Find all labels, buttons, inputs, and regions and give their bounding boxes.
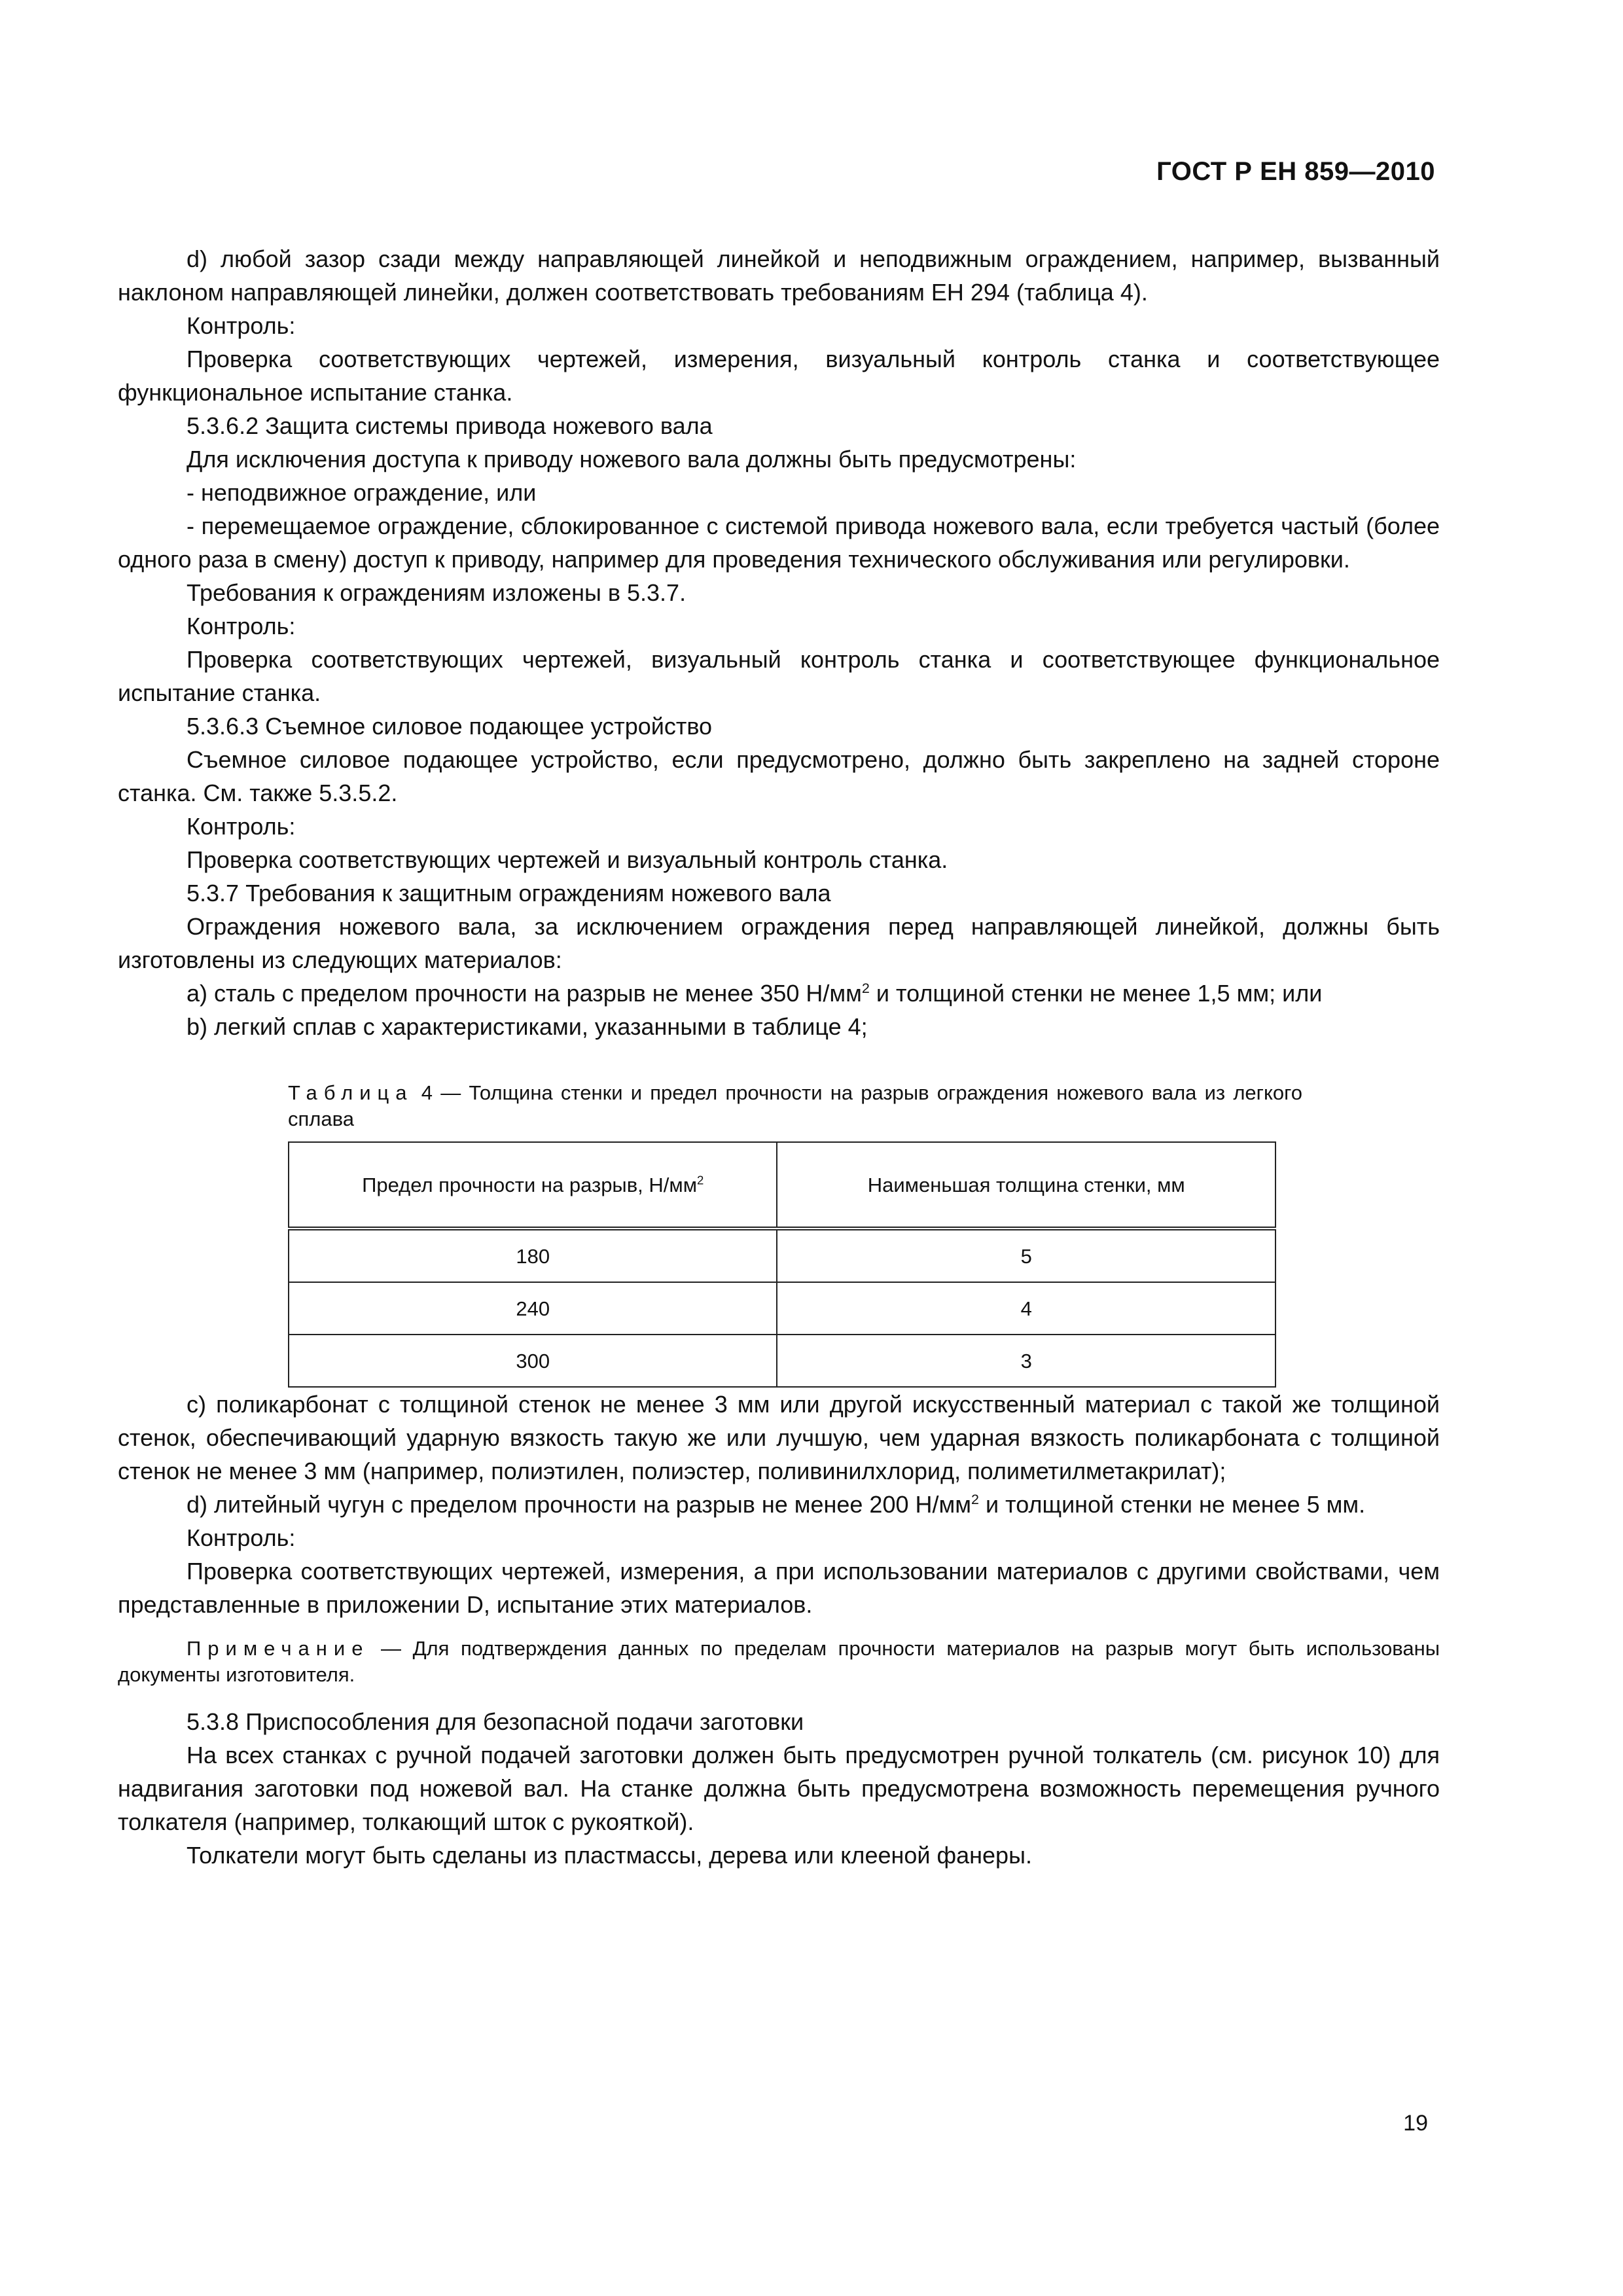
table-header-row <box>289 1142 1275 1229</box>
table-caption-text: 4 — Толщина стенки и предел прочности на разрыв ограждения ножевого вала из легкого сплава <box>288 1081 1302 1130</box>
paragraph: Контроль: <box>187 813 296 840</box>
table-row <box>289 1282 1275 1335</box>
paragraph: Требования к ограждениям изложены в 5.3.7. <box>187 579 687 606</box>
page-number: 19 <box>1403 2111 1428 2136</box>
cell-strength: 180 <box>289 1229 777 1282</box>
list-item-a: a) сталь с пределом прочности на разрыв не менее 350 $Н/мм^2$ и толщиной стенки не менее 1,5 мм; или <box>187 980 1323 1007</box>
note-label: Примечание <box>187 1637 370 1660</box>
paragraph: Съемное силовое подающее устройство, если предусмотрено, должно быть закреплено на задней стороне станка. См. также 5.3.5.2. <box>118 746 1440 806</box>
paragraph: Проверка соответствующих чертежей, визуальный контроль станка и соответствующее функциональное испытание станка. <box>118 646 1440 706</box>
table-caption <box>288 1080 1302 1132</box>
cell-strength: 240 <box>289 1282 777 1335</box>
paragraph: Для исключения доступа к приводу ножевого вала должны быть предусмотрены: <box>187 446 1077 473</box>
paragraph: Контроль: <box>187 1524 296 1551</box>
paragraph: На всех станках с ручной подачей заготовки должен быть предусмотрен ручной толкатель (см. рисунок 10) для надвигания заготовки под ножевой вал. На станке должна быть предусмотрена возможность перемещения ручного толкателя (например, толкающий шток с рукояткой). <box>118 1742 1440 1835</box>
paragraph: Ограждения ножевого вала, за исключением ограждения перед направляющей линейкой, должны быть изготовлены из следующих материалов: <box>118 913 1440 973</box>
list-item: - неподвижное ограждение, или <box>187 479 537 506</box>
table-row <box>289 1229 1275 1282</box>
table-caption-label: Таблица <box>288 1081 414 1104</box>
paragraph: Проверка соответствующих чертежей, измерения, визуальный контроль станка и соответствующее функциональное испытание станка. <box>118 346 1440 406</box>
table-row <box>289 1335 1275 1387</box>
paragraph: Проверка соответствующих чертежей, измерения, а при использовании материалов с другими свойствами, чем представленные в приложении D, испытание этих материалов. <box>118 1558 1440 1618</box>
section-heading: 5.3.6.2 Защита системы привода ножевого вала <box>187 412 713 439</box>
column-header-strength: Предел прочности на разрыв, $Н/мм^2$ <box>289 1142 777 1229</box>
cell-thickness: 5 <box>777 1229 1275 1282</box>
paragraph: d) любой зазор сзади между направляющей линейкой и неподвижным ограждением, например, вызванный наклоном направляющей линейки, должен соответствовать требованиям ЕН 294 (таблица 4). <box>118 245 1440 306</box>
section-heading: 5.3.7 Требования к защитным ограждениям ножевого вала <box>187 880 831 906</box>
section-heading: 5.3.8 Приспособления для безопасной подачи заготовки <box>187 1708 804 1735</box>
list-item-d: d) литейный чугун с пределом прочности на разрыв не менее 200 $Н/мм^2$ и толщиной стенки не менее 5 мм. <box>187 1491 1366 1518</box>
paragraph: Проверка соответствующих чертежей и визуальный контроль станка. <box>187 846 948 873</box>
list-item: - перемещаемое ограждение, сблокированное с системой привода ножевого вала, если требуется частый (более одного раза в смену) доступ к приводу, например для проведения технического обслуживания или регулировки. <box>118 512 1440 573</box>
note-text: — Для подтверждения данных по пределам прочности материалов на разрыв могут быть использованы документы изготовителя. <box>118 1637 1440 1686</box>
column-header-thickness: Наименьшая толщина стенки, мм <box>777 1142 1275 1229</box>
paragraph: Контроль: <box>187 613 296 639</box>
list-item-c: c) поликарбонат с толщиной стенок не менее 3 мм или другой искусственный материал с такой же толщиной стенок, обеспечивающий ударную вязкость такую же или лучшую, чем ударная вязкость поликарбоната с толщиной стенок не менее 3 мм (например, полиэтилен, полиэстер, поливинилхлорид, полиметилметакрилат); <box>118 1391 1440 1484</box>
cell-thickness: 4 <box>777 1282 1275 1335</box>
list-item-b: b) легкий сплав с характеристиками, указанными в таблице 4; <box>187 1013 868 1040</box>
section-heading: 5.3.6.3 Съемное силовое подающее устройство <box>187 713 713 740</box>
cell-thickness: 3 <box>777 1335 1275 1387</box>
cell-strength: 300 <box>289 1335 777 1387</box>
standard-designation: ГОСТ Р ЕН 859—2010 <box>1156 157 1435 186</box>
paragraph: Контроль: <box>187 312 296 339</box>
paragraph: Толкатели могут быть сделаны из пластмассы, дерева или клееной фанеры. <box>187 1842 1032 1869</box>
strength-thickness-table <box>288 1141 1276 1388</box>
document-body <box>118 242 1440 1872</box>
note <box>118 1636 1440 1688</box>
